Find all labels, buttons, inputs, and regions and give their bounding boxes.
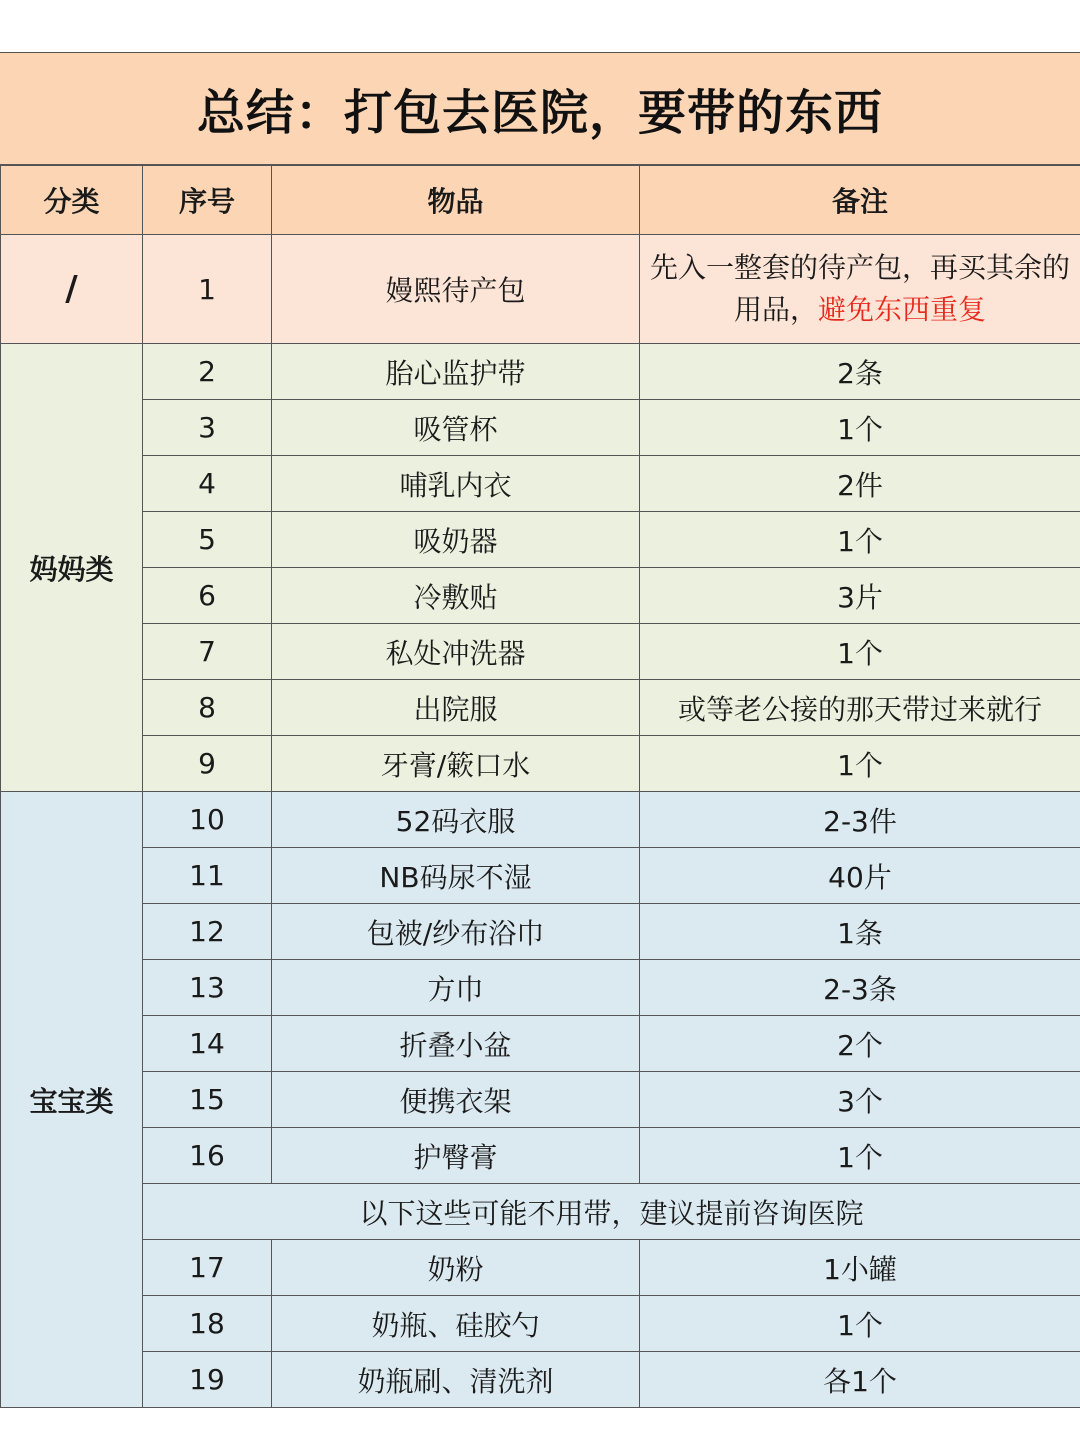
index-cell: 5: [143, 512, 272, 568]
item-cell: 护臀膏: [272, 1128, 640, 1184]
notice-row: [1, 1184, 1080, 1240]
index-cell: 19: [143, 1352, 272, 1408]
item-cell: 吸管杯: [272, 400, 640, 456]
note-cell: 1个: [640, 1296, 1080, 1352]
index-cell: 17: [143, 1240, 272, 1296]
index-cell: 1: [143, 235, 272, 344]
index-cell: 8: [143, 680, 272, 736]
note-cell: 或等老公接的那天带过来就行: [640, 680, 1080, 736]
table-row: [1, 904, 1080, 960]
table-row: [1, 344, 1080, 400]
item-cell: 胎心监护带: [272, 344, 640, 400]
table-row: [1, 1240, 1080, 1296]
index-cell: 14: [143, 1016, 272, 1072]
note-cell: 2件: [640, 456, 1080, 512]
index-cell: 13: [143, 960, 272, 1016]
index-cell: 4: [143, 456, 272, 512]
index-cell: 18: [143, 1296, 272, 1352]
item-cell: 嫚熙待产包: [272, 235, 640, 344]
item-cell: 包被/纱布浴巾: [272, 904, 640, 960]
table-row: [1, 568, 1080, 624]
item-cell: 52码衣服: [272, 792, 640, 848]
index-cell: 2: [143, 344, 272, 400]
item-cell: NB码尿不湿: [272, 848, 640, 904]
note-cell: 3个: [640, 1072, 1080, 1128]
table-row: [1, 1128, 1080, 1184]
index-cell: 6: [143, 568, 272, 624]
table-row: [1, 1296, 1080, 1352]
item-cell: 私处冲洗器: [272, 624, 640, 680]
header-item: 物品: [272, 166, 640, 235]
table-row: [1, 792, 1080, 848]
index-cell: 7: [143, 624, 272, 680]
item-cell: 奶瓶刷、清洗剂: [272, 1352, 640, 1408]
item-cell: 冷敷贴: [272, 568, 640, 624]
item-cell: 牙膏/簌口水: [272, 736, 640, 792]
category-cell-baby: 宝宝类: [1, 792, 143, 1408]
notice-cell: 以下这些可能不用带，建议提前咨询医院: [143, 1184, 1080, 1240]
header-row: [1, 166, 1080, 235]
note-text: [640, 247, 1080, 331]
note-cell: 2-3件: [640, 792, 1080, 848]
note-cell: 2-3条: [640, 960, 1080, 1016]
table-row: [1, 235, 1080, 344]
index-cell: 16: [143, 1128, 272, 1184]
note-cell: 1个: [640, 512, 1080, 568]
index-cell: 15: [143, 1072, 272, 1128]
category-cell: /: [1, 235, 143, 344]
table-row: [1, 1016, 1080, 1072]
note-text-highlight: 避免东西重复: [818, 293, 987, 326]
index-cell: 10: [143, 792, 272, 848]
item-cell: 哺乳内衣: [272, 456, 640, 512]
checklist-sheet: [0, 52, 1080, 1398]
note-cell: 1小罐: [640, 1240, 1080, 1296]
index-cell: 12: [143, 904, 272, 960]
item-cell: 奶瓶、硅胶勺: [272, 1296, 640, 1352]
table-row: [1, 456, 1080, 512]
item-cell: 方巾: [272, 960, 640, 1016]
index-cell: 9: [143, 736, 272, 792]
note-cell: 3片: [640, 568, 1080, 624]
table-row: [1, 400, 1080, 456]
table-row: [1, 848, 1080, 904]
checklist-table: [0, 165, 1080, 1408]
note-cell: 40片: [640, 848, 1080, 904]
note-cell: 2条: [640, 344, 1080, 400]
index-cell: 11: [143, 848, 272, 904]
item-cell: 出院服: [272, 680, 640, 736]
note-cell: 各1个: [640, 1352, 1080, 1408]
category-cell-mom: 妈妈类: [1, 344, 143, 792]
table-row: [1, 680, 1080, 736]
header-note: 备注: [640, 166, 1080, 235]
table-row: [1, 736, 1080, 792]
note-cell: 1个: [640, 1128, 1080, 1184]
title-bar: [0, 52, 1080, 165]
item-cell: 吸奶器: [272, 512, 640, 568]
index-cell: 3: [143, 400, 272, 456]
table-row: [1, 512, 1080, 568]
note-cell: [640, 235, 1080, 344]
table-row: [1, 624, 1080, 680]
note-cell: 1个: [640, 736, 1080, 792]
note-cell: 1个: [640, 624, 1080, 680]
note-cell: 1个: [640, 400, 1080, 456]
header-category: 分类: [1, 166, 143, 235]
table-row: [1, 960, 1080, 1016]
page-title: 总结：打包去医院，要带的东西: [196, 85, 883, 141]
note-text-plain: 先入一整套的待产包，再买其余的用品，: [649, 251, 1070, 326]
item-cell: 奶粉: [272, 1240, 640, 1296]
table-row: [1, 1072, 1080, 1128]
table-row: [1, 1352, 1080, 1408]
item-cell: 折叠小盆: [272, 1016, 640, 1072]
note-cell: 2个: [640, 1016, 1080, 1072]
note-cell: 1条: [640, 904, 1080, 960]
item-cell: 便携衣架: [272, 1072, 640, 1128]
header-index: 序号: [143, 166, 272, 235]
